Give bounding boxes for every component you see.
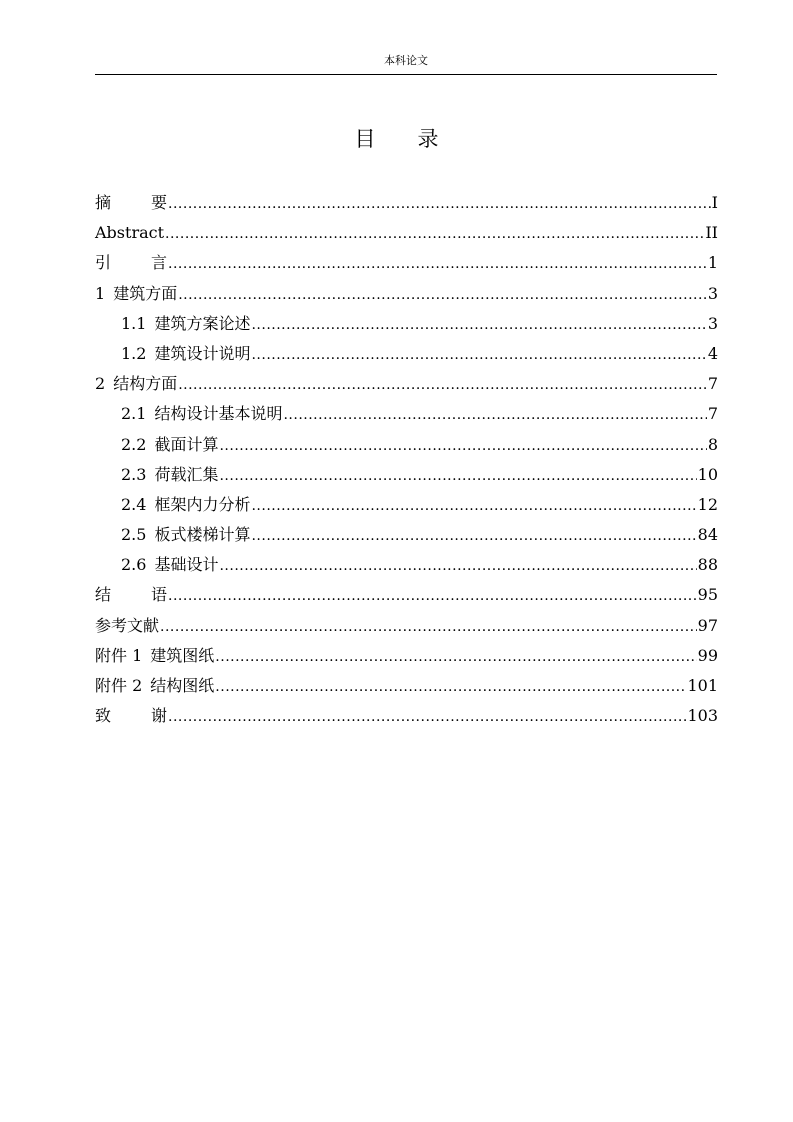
dot-leader — [283, 400, 706, 430]
dot-leader — [219, 461, 696, 491]
toc-page-number: I — [711, 193, 718, 212]
toc-label-part: 摘 — [95, 193, 112, 212]
toc-entry-section-2-5[interactable] — [95, 520, 718, 550]
toc-page-number: 88 — [697, 555, 718, 575]
dot-leader — [168, 702, 686, 732]
toc-page-number: 12 — [697, 494, 718, 514]
toc-page-number: II — [705, 223, 718, 243]
toc-entry-appendix-1[interactable] — [95, 641, 718, 671]
toc-title — [0, 124, 793, 154]
toc-page-number: 3 — [707, 283, 718, 303]
toc-label: 结构方面 — [113, 374, 178, 394]
toc-number: 1.1 — [121, 313, 147, 333]
toc-entry-section-2-6[interactable] — [95, 550, 718, 580]
toc-label: 参考文献 — [95, 615, 160, 635]
toc-label: 结构设计基本说明 — [154, 404, 283, 424]
toc-label-part: 言 — [151, 253, 168, 273]
toc-page-number: 97 — [697, 615, 718, 635]
toc-entry-abstract[interactable] — [95, 218, 718, 248]
toc-entry-section-1-2[interactable] — [95, 339, 718, 369]
toc-label: 建筑方案论述 — [154, 313, 251, 333]
table-of-contents — [95, 188, 718, 731]
toc-entry-section-2-3[interactable] — [95, 460, 718, 490]
toc-page-number: 8 — [707, 434, 718, 454]
toc-entry-references[interactable] — [95, 611, 718, 641]
toc-label: 建筑图纸 — [150, 645, 215, 665]
page-header — [95, 52, 717, 75]
dot-leader — [251, 491, 696, 521]
toc-title-char-2: 录 — [417, 127, 439, 151]
toc-label-part: 结 — [95, 585, 112, 605]
header-text: 本科论文 — [384, 54, 428, 67]
toc-number: 附件 2 — [95, 676, 143, 695]
dot-leader — [168, 189, 711, 219]
toc-entry-abstract-cn[interactable] — [95, 188, 718, 218]
toc-label-part: 要 — [151, 193, 168, 212]
toc-page-number: 99 — [697, 645, 718, 665]
toc-title-char-1: 目 — [354, 127, 376, 151]
toc-page-number: 1 — [707, 253, 718, 273]
toc-entry-section-2-1[interactable] — [95, 399, 718, 429]
toc-label-part: 谢 — [151, 706, 168, 726]
toc-label: 建筑方面 — [113, 283, 178, 303]
dot-leader — [251, 521, 696, 551]
toc-number: 1.2 — [121, 343, 147, 363]
toc-label: 框架内力分析 — [154, 494, 251, 514]
toc-number: 2.3 — [121, 464, 147, 484]
toc-label: 板式楼梯计算 — [154, 525, 251, 545]
toc-label-part: 致 — [95, 706, 112, 726]
toc-page-number: 10 — [697, 464, 718, 484]
toc-page-number: 84 — [697, 525, 718, 545]
dot-leader — [168, 249, 707, 279]
toc-page-number: 7 — [707, 404, 718, 424]
toc-label: Abstract — [95, 223, 165, 243]
toc-label-part: 语 — [151, 585, 168, 605]
dot-leader — [219, 431, 706, 461]
toc-page-number: 103 — [687, 706, 718, 726]
toc-label: 荷载汇集 — [154, 464, 219, 484]
dot-leader — [165, 219, 704, 249]
toc-page-number: 4 — [707, 343, 718, 363]
toc-entry-chapter-1[interactable] — [95, 279, 718, 309]
toc-entry-section-1-1[interactable] — [95, 309, 718, 339]
dot-leader — [160, 612, 697, 642]
dot-leader — [219, 551, 696, 581]
toc-entry-conclusion[interactable] — [95, 580, 718, 610]
toc-entry-chapter-2[interactable] — [95, 369, 718, 399]
toc-label: 截面计算 — [154, 434, 219, 454]
toc-page-number: 7 — [707, 374, 718, 394]
toc-entry-section-2-4[interactable] — [95, 490, 718, 520]
toc-number: 2.2 — [121, 434, 147, 454]
dot-leader — [251, 340, 706, 370]
toc-page-number: 95 — [697, 585, 718, 605]
toc-entry-section-2-2[interactable] — [95, 430, 718, 460]
toc-label: 建筑设计说明 — [154, 343, 251, 363]
dot-leader — [168, 581, 697, 611]
toc-entry-introduction[interactable] — [95, 248, 718, 278]
toc-number: 2.1 — [121, 404, 147, 424]
toc-page-number: 101 — [687, 676, 718, 695]
toc-label-part: 引 — [95, 253, 112, 273]
dot-leader — [215, 642, 696, 672]
toc-number: 2.5 — [121, 525, 147, 545]
toc-page-number: 3 — [707, 313, 718, 333]
toc-number: 2 — [95, 374, 106, 394]
toc-label: 基础设计 — [154, 555, 219, 575]
dot-leader — [178, 370, 707, 400]
dot-leader — [251, 310, 706, 340]
toc-label: 结构图纸 — [150, 676, 215, 695]
toc-number: 2.4 — [121, 494, 147, 514]
dot-leader — [178, 280, 707, 310]
dot-leader — [215, 672, 686, 702]
toc-entry-acknowledgements[interactable] — [95, 701, 718, 731]
toc-number: 1 — [95, 283, 106, 303]
toc-number: 2.6 — [121, 555, 147, 575]
toc-entry-appendix-2[interactable] — [95, 671, 718, 701]
toc-number: 附件 1 — [95, 645, 143, 665]
